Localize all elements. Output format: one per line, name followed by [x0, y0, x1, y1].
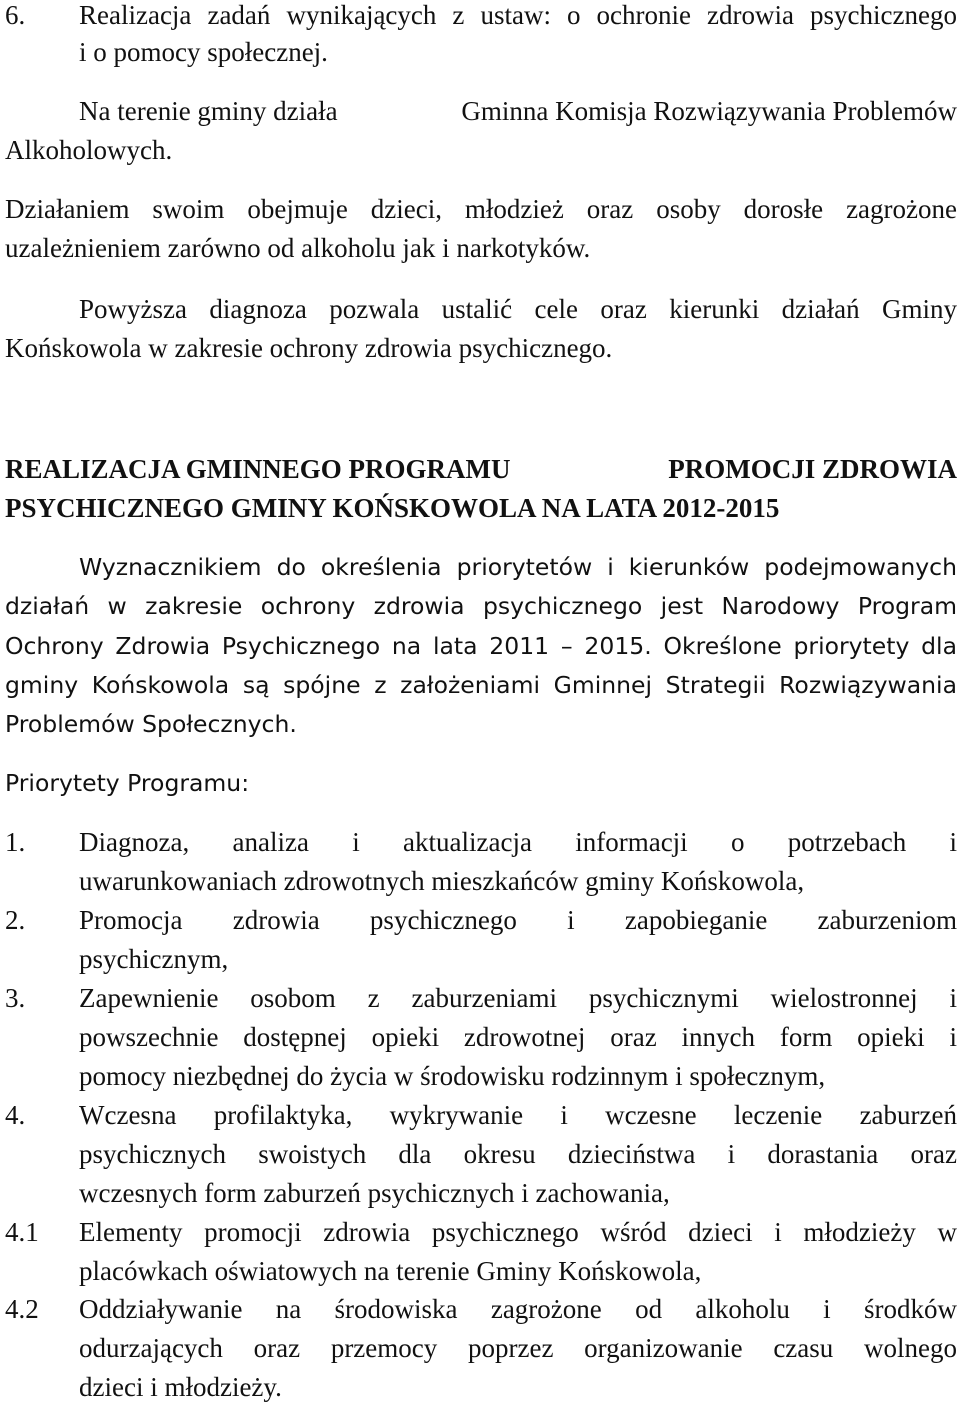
list-item-line: dzieci i młodzieży. — [79, 1372, 282, 1402]
list-item-number: 4.1 — [5, 1217, 39, 1247]
list-item-number: 3. — [5, 983, 26, 1013]
list-item-line: Diagnoza, analiza i aktualizacja informacji o potrzebach i — [79, 827, 957, 857]
heading-line-2: PSYCHICZNEGO GMINY KOŃSKOWOLA NA LATA 2012-2015 — [5, 493, 780, 523]
heading-line-1-left: REALIZACJA GMINNEGO PROGRAMU — [5, 454, 511, 484]
list-item-line: placówkach oświatowych na terenie Gminy Końskowola, — [79, 1256, 702, 1286]
commission-line-1-left: Na terenie gminy działa — [79, 96, 338, 126]
intro-line-2: działań w zakresie ochrony zdrowia psychicznego jest Narodowy Program — [5, 592, 957, 620]
section-6-line-2: i o pomocy społecznej. — [79, 37, 328, 67]
priorities-label: Priorytety Programu: — [5, 769, 250, 797]
intro-line-3: Ochrony Zdrowia Psychicznego na lata 2011 – 2015. Określone priorytety dla — [5, 632, 957, 660]
list-item-line: Oddziaływanie na środowiska zagrożone od alkoholu i środków — [79, 1294, 957, 1324]
list-item-line: psychicznych swoistych dla okresu dzieciństwa i dorastania oraz — [79, 1139, 957, 1169]
section-6-line-1: Realizacja zadań wynikających z ustaw: o ochronie zdrowia psychicznego — [79, 0, 957, 30]
list-item-line: pomocy niezbędnej do życia w środowisku rodzinnym i społecznym, — [79, 1061, 826, 1091]
list-item-line: Elementy promocji zdrowia psychicznego wśród dzieci i młodzieży w — [79, 1217, 957, 1247]
list-item-number: 1. — [5, 827, 26, 857]
list-item-line: Zapewnienie osobom z zaburzeniami psychicznymi wielostronnej i — [79, 983, 957, 1013]
list-item-number: 4. — [5, 1100, 26, 1130]
list-item-line: Promocja zdrowia psychicznego i zapobieganie zaburzeniom — [79, 905, 957, 935]
scope-line-2: uzależnieniem zarówno od alkoholu jak i narkotyków. — [5, 233, 591, 263]
intro-line-1: Wyznacznikiem do określenia priorytetów i kierunków podejmowanych — [79, 553, 957, 581]
intro-line-5: Problemów Społecznych. — [5, 710, 297, 738]
diagnosis-line-1: Powyższa diagnoza pozwala ustalić cele oraz kierunki działań Gminy — [79, 294, 957, 324]
commission-line-1-right: Gminna Komisja Rozwiązywania Problemów — [461, 96, 957, 126]
diagnosis-line-2: Końskowola w zakresie ochrony zdrowia psychicznego. — [5, 333, 613, 363]
list-item-line: wczesnych form zaburzeń psychicznych i zachowania, — [79, 1178, 670, 1208]
section-number: 6. — [5, 0, 26, 30]
list-item-line: powszechnie dostępnej opieki zdrowotnej oraz innych form opieki i — [79, 1022, 957, 1052]
scope-line-1: Działaniem swoim obejmuje dzieci, młodzież oraz osoby dorosłe zagrożone — [5, 194, 957, 224]
list-item-line: psychicznym, — [79, 944, 229, 974]
list-item-number: 4.2 — [5, 1294, 39, 1324]
list-item-number: 2. — [5, 905, 26, 935]
intro-line-4: gminy Końskowola są spójne z założeniami Gminnej Strategii Rozwiązywania — [5, 671, 957, 699]
list-item-line: Wczesna profilaktyka, wykrywanie i wczesne leczenie zaburzeń — [79, 1100, 957, 1130]
commission-line-2: Alkoholowych. — [5, 135, 173, 165]
list-item-line: odurzających oraz przemocy poprzez organizowanie czasu wolnego — [79, 1333, 957, 1363]
list-item-line: uwarunkowaniach zdrowotnych mieszkańców gminy Końskowola, — [79, 866, 805, 896]
heading-line-1-right: PROMOCJI ZDROWIA — [668, 454, 957, 484]
